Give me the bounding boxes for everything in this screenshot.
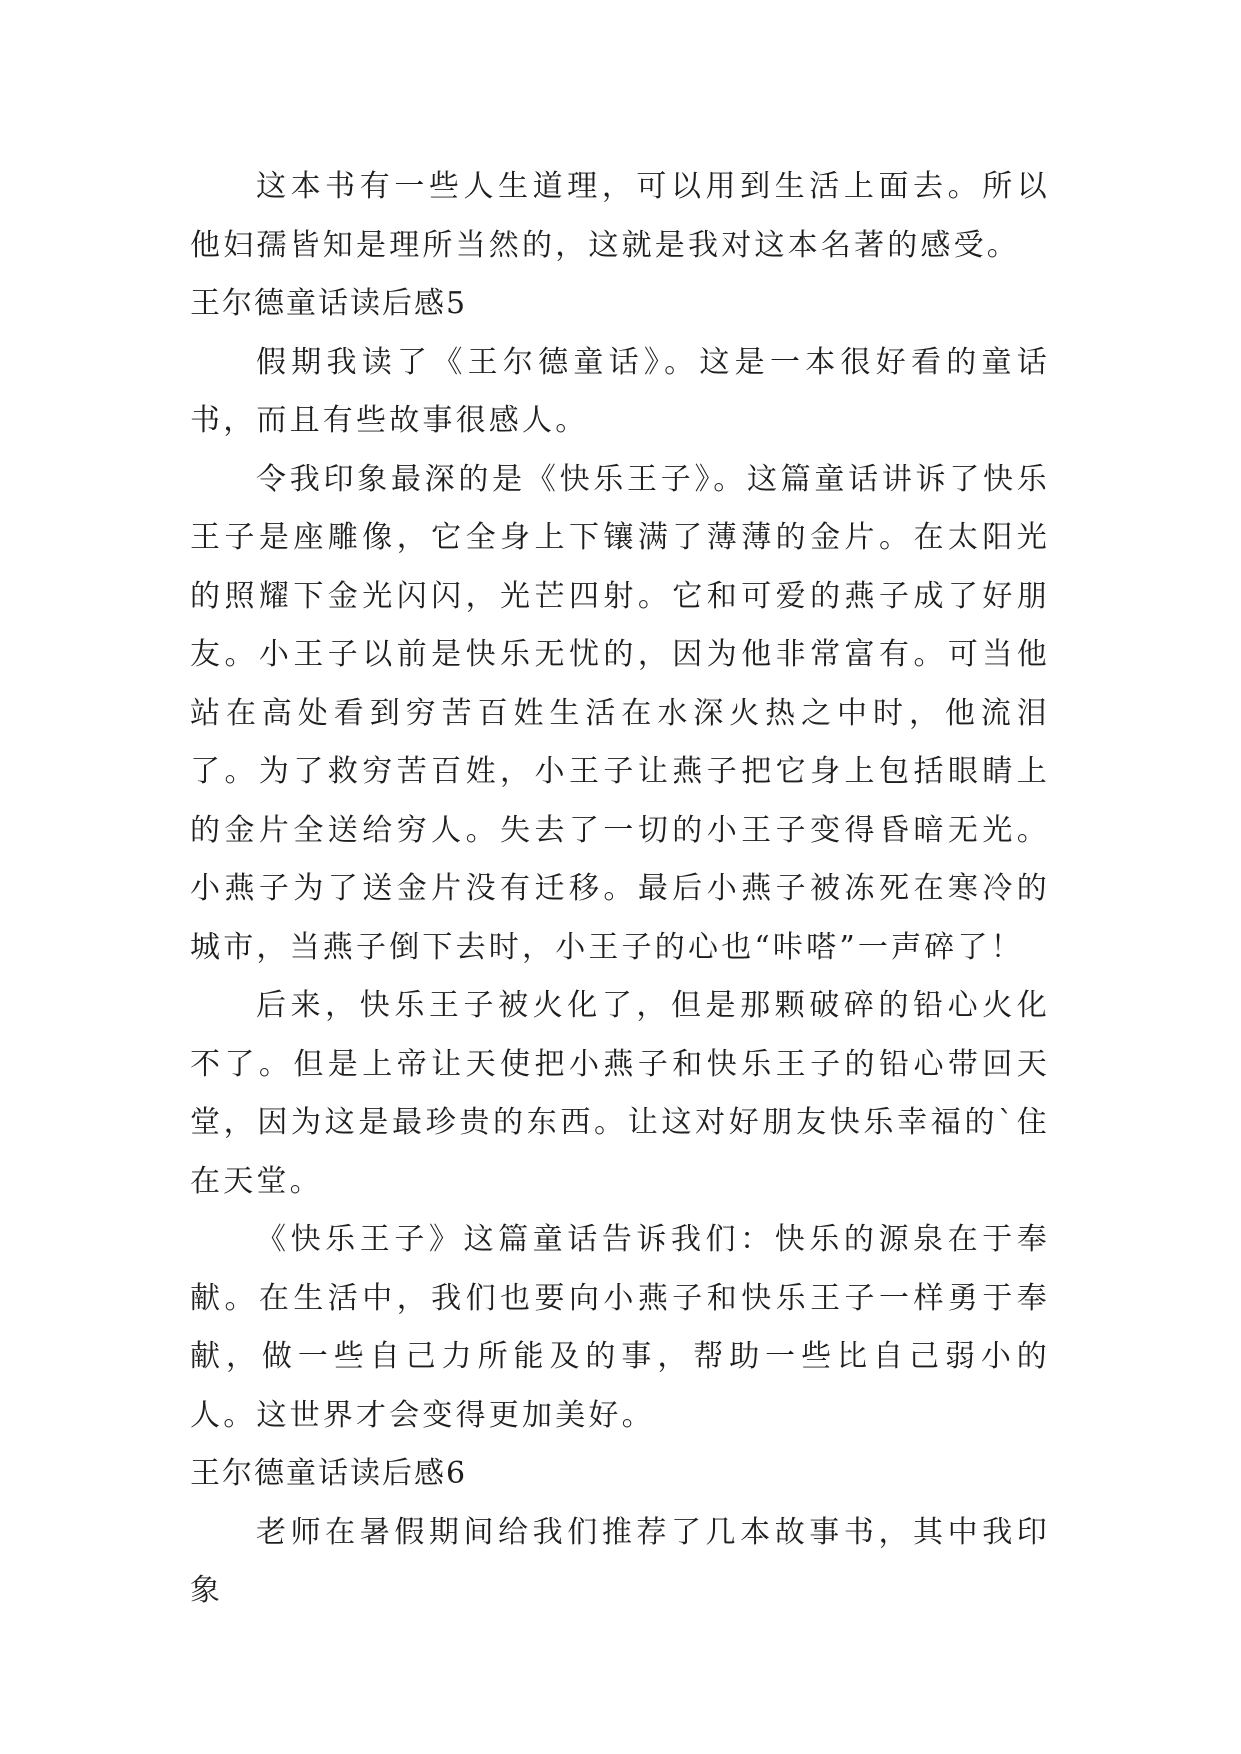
paragraph-intro-review-5: 假期我读了《王尔德童话》。这是一本很好看的童话书，而且有些故事很感人。 xyxy=(190,344,1050,438)
paragraph-happy-prince-story: 令我印象最深的是《快乐王子》。这篇童话讲诉了快乐王子是座雕像，它全身上下镶满了薄薄的金片。在太阳光的照耀下金光闪闪，光芒四射。它和可爱的燕子成了好朋友。小王子以前是快乐无忧的，因为他非常富有。可当他站在高处看到穷苦百姓生活在水深火热之中时，他流泪了。为了救穷苦百姓，小王子让燕子把它身上包括眼睛上的金片全送给穷人。失去了一切的小王子变得昏暗无光。小燕子为了送金片没有迁移。最后小燕子被冻死在寒冷的城市，当燕子倒下去时，小王子的心也“咔嗒”一声碎了！ xyxy=(190,461,1050,965)
paragraph-happy-prince-heaven: 后来，快乐王子被火化了，但是那颗破碎的铅心火化不了。但是上帝让天使把小燕子和快乐王子的铅心带回天堂，因为这是最珍贵的东西。让这对好朋友快乐幸福的`住在天堂。 xyxy=(190,988,1050,1199)
paragraph-intro-review-6: 老师在暑假期间给我们推荐了几本故事书，其中我印象 xyxy=(190,1514,1050,1608)
paragraph-happy-prince-lesson: 《快乐王子》这篇童话告诉我们：快乐的源泉在于奉献。在生活中，我们也要向小燕子和快乐王子一样勇于奉献，做一些自己力所能及的事，帮助一些比自己弱小的人。这世界才会变得更加美好。 xyxy=(190,1222,1050,1433)
section-heading-review-5: 王尔德童话读后感5 xyxy=(190,286,468,321)
document-body xyxy=(190,158,1050,1621)
paragraph-closing-review-4: 这本书有一些人生道理，可以用到生活上面去。所以他妇孺皆知是理所当然的，这就是我对这本名著的感受。 xyxy=(190,169,1050,263)
section-heading-review-6: 王尔德童话读后感6 xyxy=(190,1456,468,1491)
